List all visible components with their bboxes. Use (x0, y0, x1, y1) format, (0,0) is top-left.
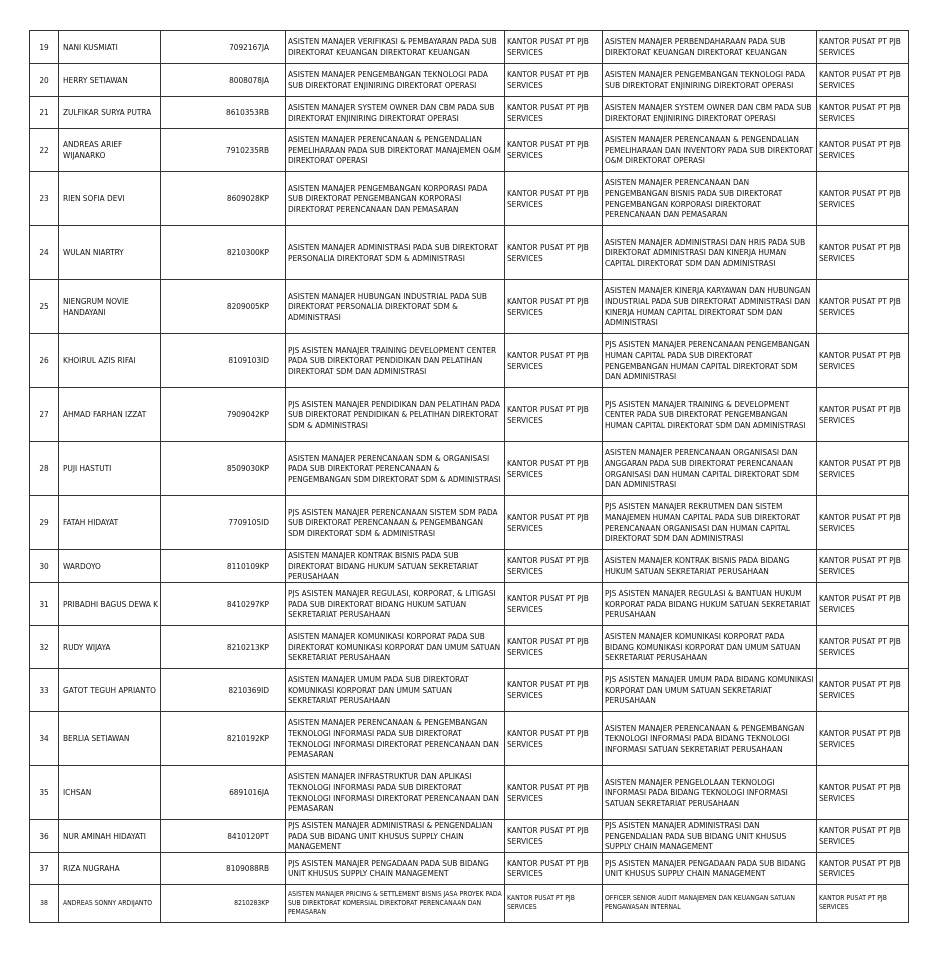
old-position: ASISTEN MANAJER PERENCANAAN SDM & ORGANISASI PADA SUB DIREKTORAT PERENCANAAN & PENGEMBANGAN SDM DIREKTORAT SDM & ADMINISTRASI (286, 442, 505, 496)
old-unit: KANTOR PUSAT PT PJB SERVICES (505, 550, 603, 583)
table-row (30, 64, 909, 97)
new-unit: KANTOR PUSAT PT PJB SERVICES (817, 766, 909, 820)
old-position: ASISTEN MANAJER VERIFIKASI & PEMBAYARAN PADA SUB DIREKTORAT KEUANGAN DIREKTORAT KEUANGAN (286, 31, 505, 64)
new-position: ASISTEN MANAJER PERENCANAAN DAN PENGEMBANGAN BISNIS PADA SUB DIREKTORAT PENGEMBANGAN KORPORASI DIREKTORAT PERENCANAAN DAN PEMASARAN (603, 172, 817, 226)
old-position: PJS ASISTEN MANAJER ADMINISTRASI & PENGENDALIAN PADA SUB BIDANG UNIT KHUSUS SUPPLY CHAIN MANAGEMENT (286, 820, 505, 853)
new-position: PJS ASISTEN MANAJER UMUM PADA BIDANG KOMUNIKASI KORPORAT DAN UMUM SATUAN SEKRETARIAT PERUSAHAAN (603, 669, 817, 712)
new-unit: KANTOR PUSAT PT PJB SERVICES (817, 172, 909, 226)
row-number: 23 (30, 172, 59, 226)
table-row (30, 669, 909, 712)
old-unit: KANTOR PUSAT PT PJB SERVICES (505, 583, 603, 626)
old-unit: KANTOR PUSAT PT PJB SERVICES (505, 97, 603, 129)
old-position: ASISTEN MANAJER SYSTEM OWNER DAN CBM PADA SUB DIREKTORAT ENJINIRING DIREKTORAT OPERASI (286, 97, 505, 129)
new-position: ASISTEN MANAJER PERENCANAAN & PENGENDALIAN PEMELIHARAAN DAN INVENTORY PADA SUB DIREKTORAT O&M DIREKTORAT OPERASI (603, 129, 817, 172)
new-position: PJS ASISTEN MANAJER ADMINISTRASI DAN PENGENDALIAN PADA SUB BIDANG UNIT KHUSUS SUPPLY CHAIN MANAGEMENT (603, 820, 817, 853)
employee-name: AHMAD FARHAN IZZAT (59, 388, 161, 442)
employee-id: 8109103ID (161, 334, 286, 388)
table-row (30, 820, 909, 853)
employee-id: 8210300KP (161, 226, 286, 280)
old-unit: KANTOR PUSAT PT PJB SERVICES (505, 852, 603, 884)
new-position: ASISTEN MANAJER PERBENDAHARAAN PADA SUB DIREKTORAT KEUANGAN DIREKTORAT KEUANGAN (603, 31, 817, 64)
row-number: 19 (30, 31, 59, 64)
row-number: 36 (30, 820, 59, 853)
old-position: ASISTEN MANAJER KOMUNIKASI KORPORAT PADA SUB DIREKTORAT KOMUNIKASI KORPORAT DAN UMUM SATUAN SEKRETARIAT PERUSAHAAN (286, 626, 505, 669)
old-position: ASISTEN MANAJER HUBUNGAN INDUSTRIAL PADA SUB DIREKTORAT PERSONALIA DIREKTORAT SDM & ADMINISTRASI (286, 280, 505, 334)
row-number: 32 (30, 626, 59, 669)
new-position: ASISTEN MANAJER PERENCANAAN & PENGEMBANGAN TEKNOLOGI INFORMASI PADA BIDANG TEKNOLOGI INFORMASI SATUAN SEKRETARIAT PERUSAHAAN (603, 712, 817, 766)
row-number: 21 (30, 97, 59, 129)
employee-id: 8509030KP (161, 442, 286, 496)
old-unit: KANTOR PUSAT PT PJB SERVICES (505, 669, 603, 712)
new-position: ASISTEN MANAJER SYSTEM OWNER DAN CBM PADA SUB DIREKTORAT ENJINIRING DIREKTORAT OPERASI (603, 97, 817, 129)
employee-name: WULAN NIARTRY (59, 226, 161, 280)
table-row (30, 550, 909, 583)
new-position: ASISTEN MANAJER ADMINISTRASI DAN HRIS PADA SUB DIREKTORAT ADMINISTRASI DAN KINERJA HUMAN CAPITAL DIREKTORAT SDM DAN ADMINISTRASI (603, 226, 817, 280)
new-unit: KANTOR PUSAT PT PJB SERVICES (817, 280, 909, 334)
row-number: 24 (30, 226, 59, 280)
personnel-table (29, 30, 909, 923)
new-position: PJS ASISTEN MANAJER REGULASI & BANTUAN HUKUM KORPORAT PADA BIDANG HUKUM SATUAN SEKRETARIAT PERUSAHAAN (603, 583, 817, 626)
employee-name: RIZA NUGRAHA (59, 852, 161, 884)
new-position: ASISTEN MANAJER KINERJA KARYAWAN DAN HUBUNGAN INDUSTRIAL PADA SUB DIREKTORAT ADMINISTRASI DAN KINERJA HUMAN CAPITAL DIREKTORAT SDM DAN ADMINISTRASI (603, 280, 817, 334)
row-number: 27 (30, 388, 59, 442)
table-row (30, 334, 909, 388)
new-unit: KANTOR PUSAT PT PJB SERVICES (817, 550, 909, 583)
row-number: 26 (30, 334, 59, 388)
old-unit: KANTOR PUSAT PT PJB SERVICES (505, 820, 603, 853)
old-position: PJS ASISTEN MANAJER PERENCANAAN SISTEM SDM PADA SUB DIREKTORAT PERENCANAAN & PENGEMBANGAN SDM DIREKTORAT SDM & ADMINISTRASI (286, 496, 505, 550)
new-unit: KANTOR PUSAT PT PJB SERVICES (817, 129, 909, 172)
new-position: ASISTEN MANAJER KOMUNIKASI KORPORAT PADA BIDANG KOMUNIKASI KORPORAT DAN UMUM SATUAN SEKRETARIAT PERUSAHAAN (603, 626, 817, 669)
employee-id: 8410120PT (161, 820, 286, 853)
new-unit: KANTOR PUSAT PT PJB SERVICES (817, 226, 909, 280)
old-unit: KANTOR PUSAT PT PJB SERVICES (505, 626, 603, 669)
new-position: ASISTEN MANAJER PENGELOLAAN TEKNOLOGI INFORMASI PADA BIDANG TEKNOLOGI INFORMASI SATUAN SEKRETARIAT PERUSAHAAN (603, 766, 817, 820)
old-unit: KANTOR PUSAT PT PJB SERVICES (505, 766, 603, 820)
old-unit: KANTOR PUSAT PT PJB SERVICES (505, 129, 603, 172)
table-row (30, 852, 909, 884)
employee-name: ICHSAN (59, 766, 161, 820)
table-row (30, 388, 909, 442)
table-row (30, 172, 909, 226)
old-position: PJS ASISTEN MANAJER REGULASI, KORPORAT, & LITIGASI PADA SUB DIREKTORAT BIDANG HUKUM SATUAN SEKRETARIAT PERUSAHAAN (286, 583, 505, 626)
old-position: ASISTEN MANAJER INFRASTRUKTUR DAN APLIKASI TEKNOLOGI INFORMASI PADA SUB DIREKTORAT TEKNOLOGI INFORMASI DIREKTORAT PERENCANAAN DAN PEMASARAN (286, 766, 505, 820)
employee-name: PRIBADHI BAGUS DEWA K (59, 583, 161, 626)
old-unit: KANTOR PUSAT PT PJB SERVICES (505, 226, 603, 280)
new-unit: KANTOR PUSAT PT PJB SERVICES (817, 626, 909, 669)
employee-id: 8109088RB (161, 852, 286, 884)
table-row (30, 583, 909, 626)
old-position: ASISTEN MANAJER PERENCANAAN & PENGEMBANGAN TEKNOLOGI INFORMASI PADA SUB DIREKTORAT TEKNOLOGI INFORMASI DIREKTORAT PERENCANAAN DAN PEMASARAN (286, 712, 505, 766)
new-unit: KANTOR PUSAT PT PJB SERVICES (817, 852, 909, 884)
row-number: 37 (30, 852, 59, 884)
old-position: PJS ASISTEN MANAJER PENGADAAN PADA SUB BIDANG UNIT KHUSUS SUPPLY CHAIN MANAGEMENT (286, 852, 505, 884)
employee-name: ANDREAS ARIEF WIJANARKO (59, 129, 161, 172)
old-position: ASISTEN MANAJER UMUM PADA SUB DIREKTORAT KOMUNIKASI KORPORAT DAN UMUM SATUAN SEKRETARIAT PERUSAHAAN (286, 669, 505, 712)
employee-id: 8210283KP (161, 884, 286, 922)
table-row (30, 97, 909, 129)
new-unit: KANTOR PUSAT PT PJB SERVICES (817, 31, 909, 64)
new-position: PJS ASISTEN MANAJER PENGADAAN PADA SUB BIDANG UNIT KHUSUS SUPPLY CHAIN MANAGEMENT (603, 852, 817, 884)
employee-name: NUR AMINAH HIDAYATI (59, 820, 161, 853)
employee-id: 8610353RB (161, 97, 286, 129)
row-number: 25 (30, 280, 59, 334)
old-position: ASISTEN MANAJER PENGEMBANGAN KORPORASI PADA SUB DIREKTORAT PENGEMBANGAN KORPORASI DIREKTORAT PERENCANAAN DAN PEMASARAN (286, 172, 505, 226)
new-unit: KANTOR PUSAT PT PJB SERVICES (817, 442, 909, 496)
employee-id: 7092167JA (161, 31, 286, 64)
table-row (30, 712, 909, 766)
employee-name: RUDY WIJAYA (59, 626, 161, 669)
table-row (30, 626, 909, 669)
table-row (30, 129, 909, 172)
new-position: OFFICER SENIOR AUDIT MANAJEMEN DAN KEUANGAN SATUAN PENGAWASAN INTERNAL (603, 884, 817, 922)
new-position: ASISTEN MANAJER KONTRAK BISNIS PADA BIDANG HUKUM SATUAN SEKRETARIAT PERUSAHAAN (603, 550, 817, 583)
old-unit: KANTOR PUSAT PT PJB SERVICES (505, 64, 603, 97)
table-row (30, 31, 909, 64)
employee-id: 8110109KP (161, 550, 286, 583)
new-position: PJS ASISTEN MANAJER TRAINING & DEVELOPMENT CENTER PADA SUB DIREKTORAT PENGEMBANGAN HUMAN CAPITAL DIREKTORAT SDM DAN ADMINISTRASI (603, 388, 817, 442)
employee-name: ZULFIKAR SURYA PUTRA (59, 97, 161, 129)
row-number: 30 (30, 550, 59, 583)
employee-name: ANDREAS SONNY ARDIJANTO (59, 884, 161, 922)
new-unit: KANTOR PUSAT PT PJB SERVICES (817, 334, 909, 388)
new-unit: KANTOR PUSAT PT PJB SERVICES (817, 97, 909, 129)
employee-id: 8609028KP (161, 172, 286, 226)
employee-name: FATAH HIDAYAT (59, 496, 161, 550)
old-unit: KANTOR PUSAT PT PJB SERVICES (505, 442, 603, 496)
new-unit: KANTOR PUSAT PT PJB SERVICES (817, 583, 909, 626)
old-position: PJS ASISTEN MANAJER PENDIDIKAN DAN PELATIHAN PADA SUB DIREKTORAT PENDIDIKAN & PELATIHAN DIREKTORAT SDM & ADMINISTRASI (286, 388, 505, 442)
new-unit: KANTOR PUSAT PT PJB SERVICES (817, 496, 909, 550)
new-position: PJS ASISTEN MANAJER PERENCANAAN PENGEMBANGAN HUMAN CAPITAL PADA SUB DIREKTORAT PENGEMBANGAN HUMAN CAPITAL DIREKTORAT SDM DAN ADMINISTRASI (603, 334, 817, 388)
old-position: ASISTEN MANAJER PRICING & SETTLEMENT BISNIS JASA PROYEK PADA SUB DIREKTORAT KOMERSIAL DIREKTORAT PERENCANAAN DAN PEMASARAN (286, 884, 505, 922)
old-position: ASISTEN MANAJER PERENCANAAN & PENGENDALIAN PEMELIHARAAN PADA SUB DIREKTORAT MANAJEMEN O&M DIREKTORAT OPERASI (286, 129, 505, 172)
new-unit: KANTOR PUSAT PT PJB SERVICES (817, 820, 909, 853)
row-number: 29 (30, 496, 59, 550)
table-row (30, 496, 909, 550)
old-position: ASISTEN MANAJER KONTRAK BISNIS PADA SUB DIREKTORAT BIDANG HUKUM SATUAN SEKRETARIAT PERUSAHAAN (286, 550, 505, 583)
row-number: 20 (30, 64, 59, 97)
old-unit: KANTOR PUSAT PT PJB SERVICES (505, 172, 603, 226)
new-position: PJS ASISTEN MANAJER REKRUTMEN DAN SISTEM MANAJEMEN HUMAN CAPITAL PADA SUB DIREKTORAT PERENCANAAN ORGANISASI DAN HUMAN CAPITAL DIREKTORAT SDM DAN ADMINISTRASI (603, 496, 817, 550)
employee-id: 8210213KP (161, 626, 286, 669)
row-number: 31 (30, 583, 59, 626)
row-number: 35 (30, 766, 59, 820)
employee-id: 8410297KP (161, 583, 286, 626)
new-unit: KANTOR PUSAT PT PJB SERVICES (817, 388, 909, 442)
employee-id: 8210192KP (161, 712, 286, 766)
old-unit: KANTOR PUSAT PT PJB SERVICES (505, 496, 603, 550)
old-unit: KANTOR PUSAT PT PJB SERVICES (505, 388, 603, 442)
old-unit: KANTOR PUSAT PT PJB SERVICES (505, 884, 603, 922)
new-position: ASISTEN MANAJER PERENCANAAN ORGANISASI DAN ANGGARAN PADA SUB DIREKTORAT PERENCANAAN ORGANISASI DAN HUMAN CAPITAL DIREKTORAT SDM DAN ADMINISTRASI (603, 442, 817, 496)
employee-id: 6891016JA (161, 766, 286, 820)
employee-name: HERRY SETIAWAN (59, 64, 161, 97)
table-row (30, 226, 909, 280)
new-unit: KANTOR PUSAT PT PJB SERVICES (817, 884, 909, 922)
old-position: ASISTEN MANAJER PENGEMBANGAN TEKNOLOGI PADA SUB DIREKTORAT ENJINIRING DIREKTORAT OPERASI (286, 64, 505, 97)
employee-id: 7909042KP (161, 388, 286, 442)
row-number: 28 (30, 442, 59, 496)
table-row (30, 884, 909, 922)
row-number: 34 (30, 712, 59, 766)
new-unit: KANTOR PUSAT PT PJB SERVICES (817, 669, 909, 712)
old-unit: KANTOR PUSAT PT PJB SERVICES (505, 334, 603, 388)
new-position: ASISTEN MANAJER PENGEMBANGAN TEKNOLOGI PADA SUB DIREKTORAT ENJINIRING DIREKTORAT OPERASI (603, 64, 817, 97)
old-position: ASISTEN MANAJER ADMINISTRASI PADA SUB DIREKTORAT PERSONALIA DIREKTORAT SDM & ADMINISTRASI (286, 226, 505, 280)
old-position: PJS ASISTEN MANAJER TRAINING DEVELOPMENT CENTER PADA SUB DIREKTORAT PENDIDIKAN DAN PELATIHAN DIREKTORAT SDM DAN ADMINISTRASI (286, 334, 505, 388)
new-unit: KANTOR PUSAT PT PJB SERVICES (817, 712, 909, 766)
employee-name: NANI KUSMIATI (59, 31, 161, 64)
table-row (30, 442, 909, 496)
personnel-table-sheet (29, 30, 901, 923)
employee-name: GATOT TEGUH APRIANTO (59, 669, 161, 712)
employee-name: PUJI HASTUTI (59, 442, 161, 496)
row-number: 33 (30, 669, 59, 712)
old-unit: KANTOR PUSAT PT PJB SERVICES (505, 712, 603, 766)
employee-name: KHOIRUL AZIS RIFAI (59, 334, 161, 388)
row-number: 22 (30, 129, 59, 172)
employee-name: BERLIA SETIAWAN (59, 712, 161, 766)
table-row (30, 280, 909, 334)
employee-id: 7910235RB (161, 129, 286, 172)
employee-id: 8209005KP (161, 280, 286, 334)
employee-id: 8210369ID (161, 669, 286, 712)
employee-name: NIENGRUM NOVIE HANDAYANI (59, 280, 161, 334)
employee-name: RIEN SOFIA DEVI (59, 172, 161, 226)
employee-id: 8008078JA (161, 64, 286, 97)
new-unit: KANTOR PUSAT PT PJB SERVICES (817, 64, 909, 97)
old-unit: KANTOR PUSAT PT PJB SERVICES (505, 280, 603, 334)
table-row (30, 766, 909, 820)
employee-id: 7709105ID (161, 496, 286, 550)
employee-name: WARDOYO (59, 550, 161, 583)
row-number: 38 (30, 884, 59, 922)
old-unit: KANTOR PUSAT PT PJB SERVICES (505, 31, 603, 64)
